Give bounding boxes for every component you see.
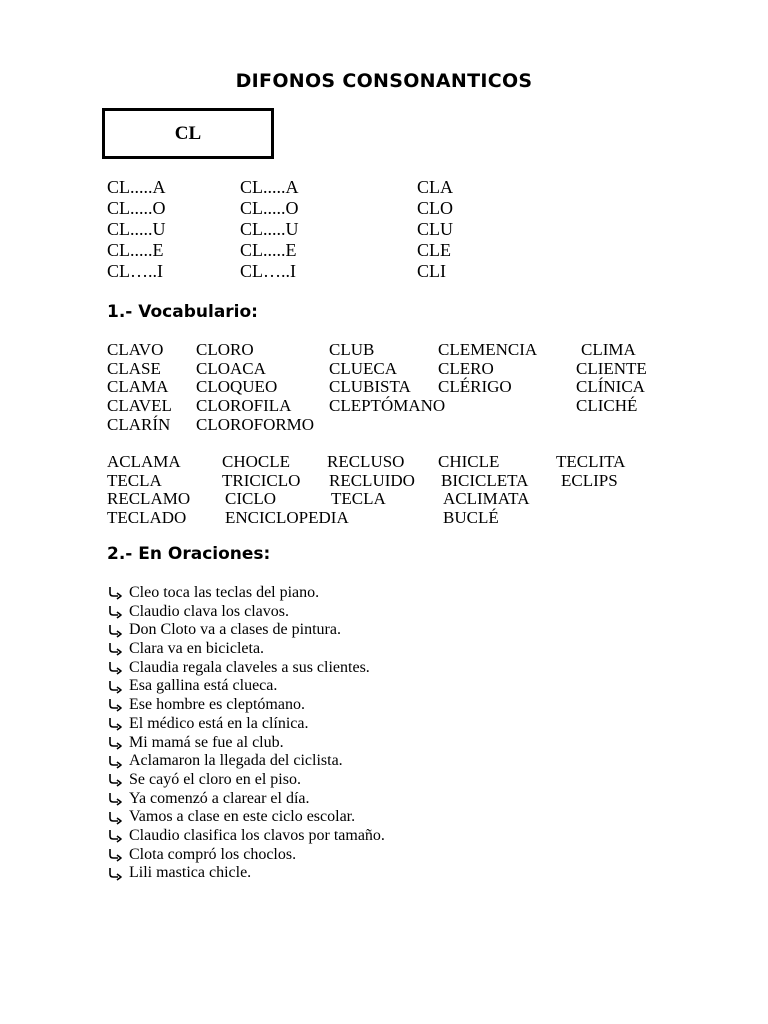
sentence-item: [107, 715, 385, 734]
vocab-word: ENCICLOPEDIA: [225, 508, 349, 528]
sentence-list: [107, 584, 385, 883]
syllable-item: CLU: [417, 219, 453, 239]
hooked-arrow-icon: [107, 585, 123, 601]
hooked-arrow-icon: [107, 660, 123, 676]
vocab-word: TECLITA: [556, 452, 626, 471]
hooked-arrow-icon: [107, 810, 123, 826]
vocab-word: RECLUSO: [327, 452, 405, 471]
sentence-item: [107, 827, 385, 846]
sentence-item: [107, 659, 385, 678]
syllable-item: CL.....O: [240, 198, 299, 218]
vocab-word: CLOQUEO: [196, 377, 278, 397]
syllable-item: CL.....A: [240, 177, 299, 197]
vocab-group2-column-3: [327, 453, 415, 509]
syllable-item: CL.....E: [240, 240, 297, 260]
vocab-word: CLAMA: [107, 377, 169, 397]
sentence-item: [107, 677, 385, 696]
sentence-text: Ya comenzó a clarear el día.: [129, 789, 310, 807]
vocab-word: CLORO: [196, 340, 254, 359]
vocab-word: CLICHÉ: [576, 396, 638, 416]
vocab-word: ECLIPS: [561, 470, 618, 490]
sentence-item: [107, 640, 385, 659]
vocab-word: CLERO: [438, 358, 494, 378]
vocab-word: CLASE: [107, 358, 161, 378]
vocab-word: CLAVEL: [107, 396, 172, 416]
syllable-item: CL.....O: [107, 198, 166, 218]
hooked-arrow-icon: [107, 641, 123, 657]
syllable-item: CLA: [417, 177, 453, 197]
hooked-arrow-icon: [107, 679, 123, 695]
vocab-group1-column-2: [196, 341, 314, 434]
vocab-group1-column-1: [107, 341, 172, 434]
syllable-column-1: [107, 177, 166, 282]
vocab-group1-column-5: [576, 341, 647, 416]
vocab-word: CLUBISTA: [329, 377, 411, 397]
vocab-word: TECLADO: [107, 508, 187, 528]
sentence-item: [107, 864, 385, 883]
vocab-word: TECLA: [107, 470, 162, 490]
vocab-group1-column-3: [329, 341, 445, 416]
sentence-text: Clota compró los choclos.: [129, 845, 297, 863]
syllable-column-2: [240, 177, 299, 282]
vocab-word: CLOROFORMO: [196, 414, 315, 434]
vocab-word: CHICLE: [438, 452, 500, 471]
syllable-item: CL.....A: [107, 177, 166, 197]
syllable-column-3: [417, 177, 453, 282]
page-title: DIFONOS CONSONANTICOS: [235, 70, 533, 92]
vocab-group1-column-4: [438, 341, 537, 397]
vocab-word: TRICICLO: [222, 470, 301, 490]
syllable-item: CLE: [417, 240, 451, 260]
vocab-word: BICICLETA: [441, 470, 529, 490]
hooked-arrow-icon: [107, 754, 123, 770]
vocab-word: CICLO: [225, 489, 276, 509]
sentence-text: Vamos a clase en este ciclo escolar.: [129, 808, 356, 826]
hooked-arrow-icon: [107, 735, 123, 751]
hooked-arrow-icon: [107, 847, 123, 863]
sentences-heading: 2.- En Oraciones:: [107, 544, 271, 564]
sentence-text: Claudio clava los clavos.: [129, 602, 289, 620]
vocab-word: CLAVO: [107, 340, 164, 359]
sentence-text: Lili mastica chicle.: [129, 864, 252, 882]
vocab-word: CLIMA: [581, 340, 636, 359]
vocab-word: CLUB: [329, 340, 375, 359]
sentence-item: [107, 752, 385, 771]
vocab-word: CLIENTE: [576, 358, 647, 378]
cl-label: CL: [174, 122, 202, 144]
vocab-word: ACLIMATA: [443, 489, 530, 509]
sentence-text: Claudia regala claveles a sus clientes.: [129, 658, 370, 676]
vocab-word: RECLUIDO: [329, 470, 415, 490]
sentence-item: [107, 771, 385, 790]
vocab-word: CLOROFILA: [196, 396, 292, 416]
vocabulary-heading: 1.- Vocabulario:: [107, 302, 258, 322]
vocab-word: RECLAMO: [107, 489, 191, 509]
sentence-text: Claudio clasifica los clavos por tamaño.: [129, 826, 385, 844]
sentence-text: El médico está en la clínica.: [129, 714, 309, 732]
sentence-text: Esa gallina está clueca.: [129, 677, 278, 695]
sentence-item: [107, 584, 385, 603]
vocab-group2-column-5: [556, 453, 625, 490]
sentence-text: Aclamaron la llegada del ciclista.: [129, 752, 343, 770]
sentence-item: [107, 621, 385, 640]
vocab-word: TECLA: [331, 489, 386, 509]
hooked-arrow-icon: [107, 866, 123, 882]
vocab-word: BUCLÉ: [443, 508, 499, 528]
vocab-word: CLÍNICA: [576, 377, 645, 397]
sentence-text: Cleo toca las teclas del piano.: [129, 584, 320, 601]
vocab-word: CLEMENCIA: [438, 340, 538, 359]
sentence-item: [107, 808, 385, 827]
syllable-item: CLI: [417, 261, 446, 281]
sentence-item: [107, 603, 385, 622]
vocab-word: CLARÍN: [107, 414, 171, 434]
vocab-word: CHOCLE: [222, 452, 290, 471]
sentence-text: Mi mamá se fue al club.: [129, 733, 284, 751]
hooked-arrow-icon: [107, 772, 123, 788]
hooked-arrow-icon: [107, 623, 123, 639]
hooked-arrow-icon: [107, 828, 123, 844]
syllable-item: CLO: [417, 198, 453, 218]
syllable-item: CL…..I: [107, 261, 163, 281]
syllable-item: CL.....U: [107, 219, 166, 239]
sentence-text: Ese hombre es cleptómano.: [129, 696, 305, 714]
vocab-group2-column-4: [438, 453, 529, 528]
vocab-group2-column-1: [107, 453, 190, 528]
sentence-item: [107, 790, 385, 809]
sentence-text: Don Cloto va a clases de pintura.: [129, 621, 341, 639]
sentence-text: Clara va en bicicleta.: [129, 640, 265, 658]
hooked-arrow-icon: [107, 604, 123, 620]
vocab-word: CLUECA: [329, 358, 397, 378]
sentence-text: Se cayó el cloro en el piso.: [129, 770, 301, 788]
syllable-item: CL.....U: [240, 219, 299, 239]
syllable-item: CL…..I: [240, 261, 296, 281]
vocab-word: CLÉRIGO: [438, 377, 512, 397]
syllable-item: CL.....E: [107, 240, 164, 260]
vocab-word: CLEPTÓMANO: [329, 396, 446, 416]
sentence-item: [107, 696, 385, 715]
sentence-item: [107, 846, 385, 865]
cl-label-box: [102, 108, 274, 159]
hooked-arrow-icon: [107, 716, 123, 732]
hooked-arrow-icon: [107, 697, 123, 713]
vocab-word: CLOACA: [196, 358, 266, 378]
hooked-arrow-icon: [107, 791, 123, 807]
vocab-word: ACLAMA: [107, 452, 181, 471]
sentence-item: [107, 734, 385, 753]
